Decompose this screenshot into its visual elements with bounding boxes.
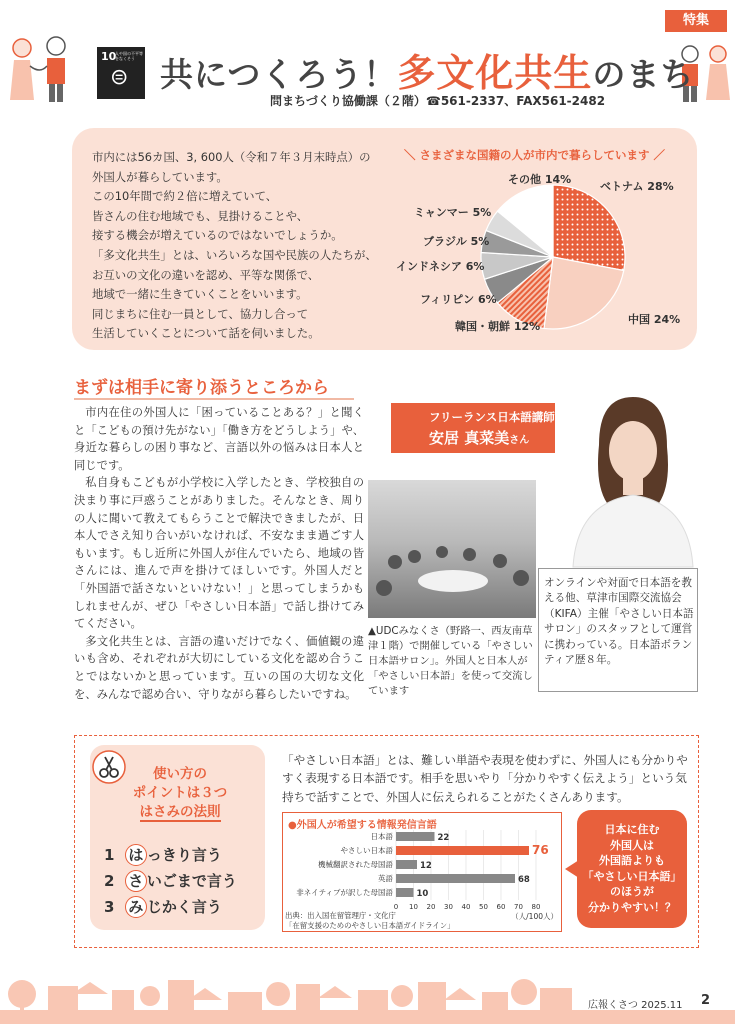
- pie-label-indonesia: インドネシア 6%: [396, 260, 485, 273]
- bar-tick-label: 30: [444, 903, 453, 911]
- bubble-line: 外国人は: [610, 838, 654, 852]
- speaker-name: [429, 427, 529, 448]
- bar-value-label: 76: [532, 843, 549, 857]
- body-paragraph: 市内在住の外国人に「困っていることある？」と聞くと「こどもの預け先がない」「働き方をどうしよう」や、身近な暮らしの困り事など、言語以外の悩みは日本人と同じです。: [74, 406, 364, 472]
- intro-line: 「多文化共生」とは、いろいろな国や民族の人たちが、: [92, 247, 377, 262]
- rule-item: 2 さ いごまで言う: [104, 872, 237, 890]
- bar-value-label: 12: [420, 861, 432, 871]
- bar-category-label: 機械翻訳された母国語: [318, 860, 393, 869]
- bubble-line: 分かりやすい！？: [588, 900, 676, 914]
- bar-tick-label: 40: [461, 903, 471, 911]
- source-line-1: 出典：出入国在留管理庁・文化庁: [285, 911, 396, 920]
- bar-tick-label: 60: [496, 903, 506, 911]
- intro-line: 外国人が暮らしています。: [92, 169, 228, 184]
- speaker-name-banner: [391, 403, 576, 453]
- body-paragraph: 多文化共生とは、言語の違いだけでなく、価値観の違いも含め、それぞれが大切にしている文化を認め合うことではないかと思っています。互いの国の大切な文化を、みんなで認め合い、守りながら暮らしたいですね。: [74, 634, 364, 701]
- section-heading-underline: [74, 398, 354, 400]
- speaker-role: フリーランス日本語講師: [429, 410, 555, 424]
- title-part-1: 共につくろう！: [160, 55, 398, 94]
- bar: [396, 888, 414, 897]
- intro-line: この10年間で約２倍に増えていて、: [92, 189, 278, 204]
- contact-info: 問まちづくり協働課（２階）☎561-2337、FAX561-2482: [270, 94, 606, 108]
- section-heading: まずは相手に寄り添うところから: [74, 378, 329, 398]
- intro-line: 同じまちに住む一員として、協力し合って: [92, 306, 309, 321]
- intro-line: 生活していくことについて話を伺いました。: [92, 326, 320, 341]
- pie-label-philippines: フィリピン 6%: [420, 293, 497, 306]
- bar: [396, 846, 529, 855]
- nationality-pie-chart: [500, 182, 606, 332]
- bar: [396, 832, 435, 841]
- bar-value-label: 10: [416, 889, 429, 899]
- bar-category-label: 非ネイティブが訳した母国語: [296, 888, 393, 897]
- publication-name: 広報くさつ 2025.11: [588, 1000, 683, 1011]
- pie-chart-title-text: さまざまな国籍の人が市内で暮らしています: [419, 148, 650, 162]
- intro-line: 皆さんの住む地域でも、見掛けることや、: [92, 208, 309, 223]
- pie-label-vietnam: ベトナム 28%: [600, 180, 674, 193]
- speaker-honorific: さん: [509, 435, 530, 446]
- bar-chart-title: ●外国人が希望する情報発信言語: [288, 820, 437, 831]
- intro-line: 接する機会が増えているのではないでしょうか。: [92, 228, 343, 243]
- salon-class-photo: [368, 480, 536, 618]
- pie-label-china: 中国 24%: [628, 313, 681, 326]
- body-paragraph: 私自身もこどもが小学校に入学したとき、学校独自の決まり事に戸惑うことがありました。そんなとき、周りの人に聞いて教えてもらうことで解決できましたが、日本人でさえ知り合いがいなければ、不安なまま過ごす人もいます。もし近所に外国人が住んでいたら、地域の皆さんには、進んで声を掛けてほしいです。外国人だと「外国語で話さないといけない！」と思ってしまうかもしれませんが、ぜひ「やさしい日本語」で話し掛けてみてください。: [74, 476, 364, 631]
- sdg-number: 10: [101, 50, 117, 63]
- intro-line: 市内には56カ国、3, 600人（令和７年３月末時点）の: [92, 150, 371, 164]
- bar-value-label: 68: [518, 875, 530, 885]
- bar-tick-label: 50: [479, 903, 488, 911]
- bar-tick-label: 80: [531, 903, 541, 911]
- rule-item: 3 み じかく言う: [104, 898, 222, 916]
- tip-title-line-2: ポイントは３つ: [132, 785, 228, 801]
- bar-category-label: 日本語: [370, 832, 393, 841]
- pie-label-other: その他 14%: [508, 173, 572, 186]
- intro-line: お互いの文化の違いを認め、平等な関係で、: [92, 267, 320, 282]
- title-part-3: のまち: [592, 55, 695, 94]
- bar: [396, 874, 515, 883]
- interview-body: [74, 404, 364, 703]
- speaker-name-text: 安居 真菜美: [429, 429, 510, 447]
- title-part-2: 多文化共生: [397, 51, 593, 95]
- bar-tick-label: 20: [426, 903, 436, 911]
- bubble-line: 外国語よりも: [599, 854, 665, 867]
- sdg-text: 人や国の不平等をなくそう: [115, 51, 143, 61]
- bubble-line: 日本に住む: [604, 823, 660, 836]
- bar: [396, 860, 417, 869]
- bar-chart-source: [285, 911, 455, 931]
- tip-title-line-1: 使い方の: [153, 766, 207, 782]
- bubble-line: のほうが: [610, 885, 654, 898]
- bar-tick-label: 0: [393, 903, 399, 911]
- page-number: 2: [701, 993, 711, 1008]
- intro-text: [92, 148, 392, 344]
- tip-title-line-3: はさみの法則: [139, 804, 221, 820]
- speech-bubble-tail: [565, 860, 579, 878]
- intro-line: 地域で一緒に生きていくことをいいます。: [92, 287, 308, 302]
- bar-category-label: やさしい日本語: [340, 846, 393, 855]
- bubble-line: 「やさしい日本語」: [582, 869, 682, 883]
- speech-bubble: [577, 810, 687, 928]
- yasashii-nihongo-description: 「やさしい日本語」とは、難しい単語や表現を使わずに、外国人にも分かりやすく表現する日本語です。相手を思いやり「分かりやすく伝えよう」という気持ちで話すことで、外国人に伝えられることがたくさんあります。: [282, 753, 688, 804]
- source-line-2: 「在留支援のためのやさしい日本語ガイドライン」: [285, 921, 455, 930]
- speaker-portrait-photo: [555, 385, 703, 567]
- bar-tick-label: 10: [409, 903, 418, 911]
- photo-caption: ▲UDCみなくさ（野路一、西友南草津１階）で開催している「やさしい日本語サロン」。外国人と日本人が「やさしい日本語」を使って交流しています: [368, 625, 533, 697]
- feature-badge: 特集: [665, 10, 727, 32]
- pie-label-brazil: ブラジル 5%: [423, 235, 490, 248]
- rule-item: 1 は っきり言う: [104, 846, 222, 864]
- bar-category-label: 英語: [378, 874, 393, 883]
- equality-symbol-icon: ⊜: [110, 65, 129, 90]
- page-title: [160, 42, 694, 97]
- sdg-goal-10-icon: [97, 47, 145, 99]
- people-illustration-left: [0, 30, 80, 105]
- bar-value-label: 22: [437, 833, 450, 843]
- speaker-bio: オンラインや対面で日本語を教える他、草津市国際交流協会（KIFA）主催「やさしい日本語サロン」のスタッフとして運営に携わっている。日本語ボランティア歴８年。: [544, 577, 694, 667]
- pie-label-myanmar: ミャンマー 5%: [414, 206, 492, 219]
- hasami-rule-title: [110, 765, 250, 822]
- pie-chart-title: ＼ さまざまな国籍の人が市内で暮らしています ／: [404, 148, 666, 162]
- pie-label-korea: 韓国・朝鮮 12%: [455, 320, 541, 333]
- bar-unit-label: （人/100人）: [511, 912, 558, 921]
- bar-tick-label: 70: [514, 903, 523, 911]
- footer-band: [0, 1010, 735, 1024]
